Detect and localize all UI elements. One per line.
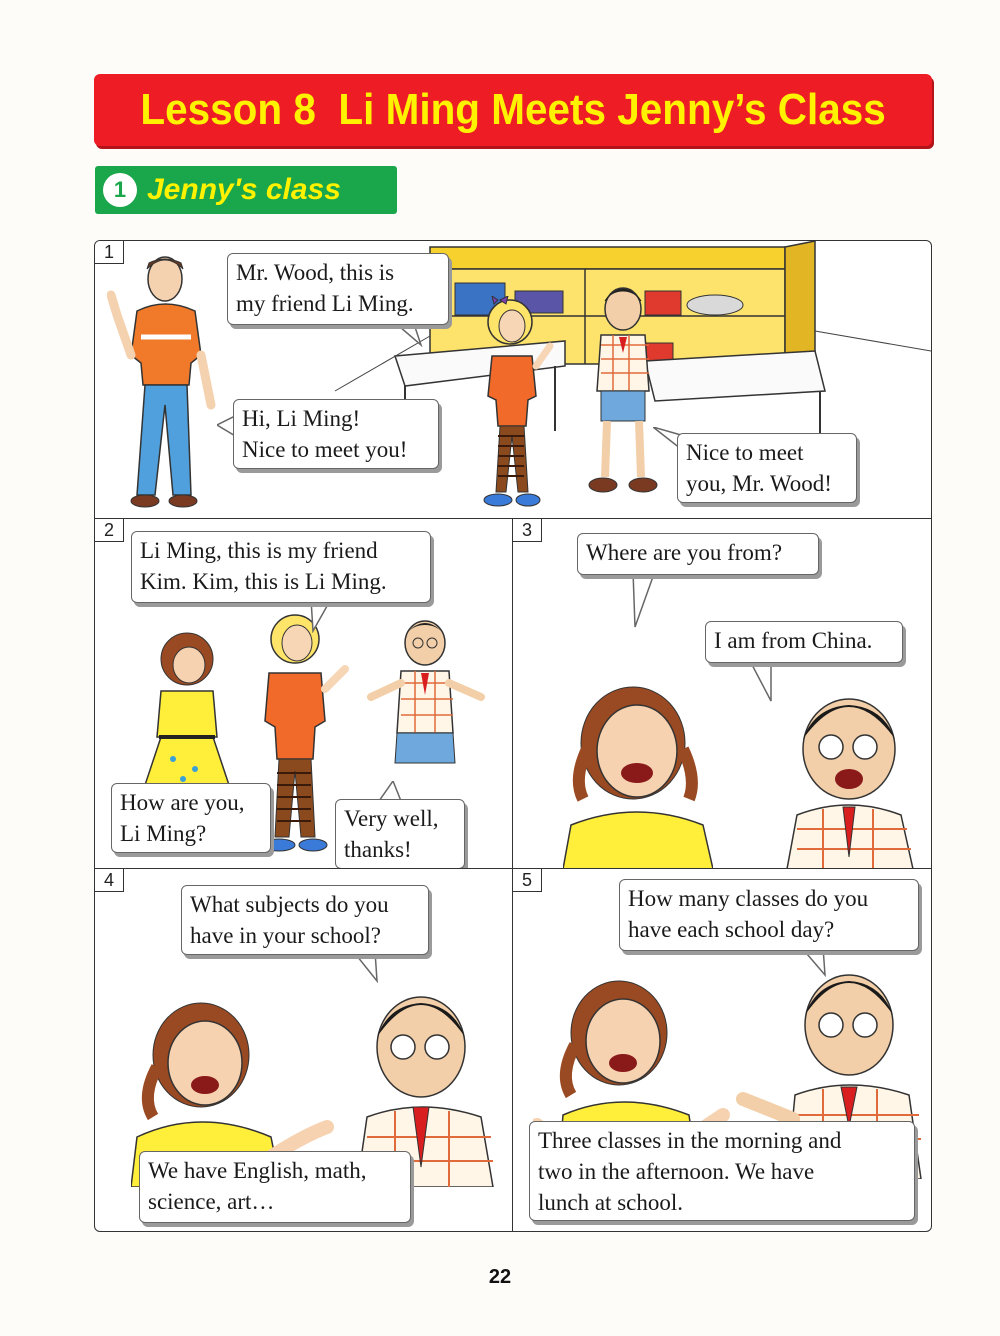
panel-1	[95, 241, 931, 519]
speech-bubble: Very well, thanks!	[335, 799, 465, 869]
kim-figure	[563, 669, 713, 869]
panel-number: 3	[513, 519, 542, 542]
speech-bubble: Three classes in the morning and two in the afternoon. We have lunch at school.	[529, 1121, 915, 1221]
bubble-tail	[307, 599, 337, 633]
speech-bubble: How are you, Li Ming?	[111, 783, 271, 853]
panel-number: 1	[95, 241, 124, 264]
speech-bubble: We have English, math, science, art…	[139, 1151, 411, 1223]
bubble-tail	[351, 951, 381, 983]
jenny-figure	[470, 296, 560, 511]
speech-bubble: Mr. Wood, this is my friend Li Ming.	[227, 253, 449, 325]
speech-bubble: Where are you from?	[577, 533, 819, 575]
li-ming-figure	[107, 255, 227, 517]
speech-bubble: What subjects do you have in your school?	[181, 885, 429, 955]
speech-bubble: Nice to meet you, Mr. Wood!	[677, 433, 857, 503]
panel-4	[95, 869, 513, 1232]
panel-number: 5	[513, 869, 542, 892]
lesson-title-banner	[94, 74, 932, 146]
panel-number: 2	[95, 519, 124, 542]
panel-2	[95, 519, 513, 869]
section-number: 1	[103, 173, 137, 207]
lesson-title: Lesson 8 Li Ming Meets Jenny’s Class	[140, 85, 886, 134]
panel-3	[513, 519, 931, 869]
speech-bubble: How many classes do you have each school day?	[619, 879, 919, 951]
speech-bubble: I am from China.	[705, 621, 903, 663]
section-tag	[95, 166, 397, 214]
page-number: 22	[488, 1266, 512, 1288]
speech-bubble: Li Ming, this is my friend Kim. Kim, this is Li Ming.	[131, 531, 431, 603]
boy-figure	[583, 281, 663, 501]
li-ming-figure	[773, 679, 923, 869]
bubble-tail	[799, 947, 829, 977]
bubble-tail	[749, 659, 775, 703]
panel-number: 4	[95, 869, 124, 892]
li-ming-figure	[367, 613, 487, 803]
speech-bubble: Hi, Li Ming! Nice to meet you!	[233, 399, 439, 469]
section-label: Jenny's class	[147, 173, 341, 206]
panel-5	[513, 869, 931, 1232]
comic-strip	[94, 240, 932, 1232]
bubble-tail	[631, 571, 657, 629]
